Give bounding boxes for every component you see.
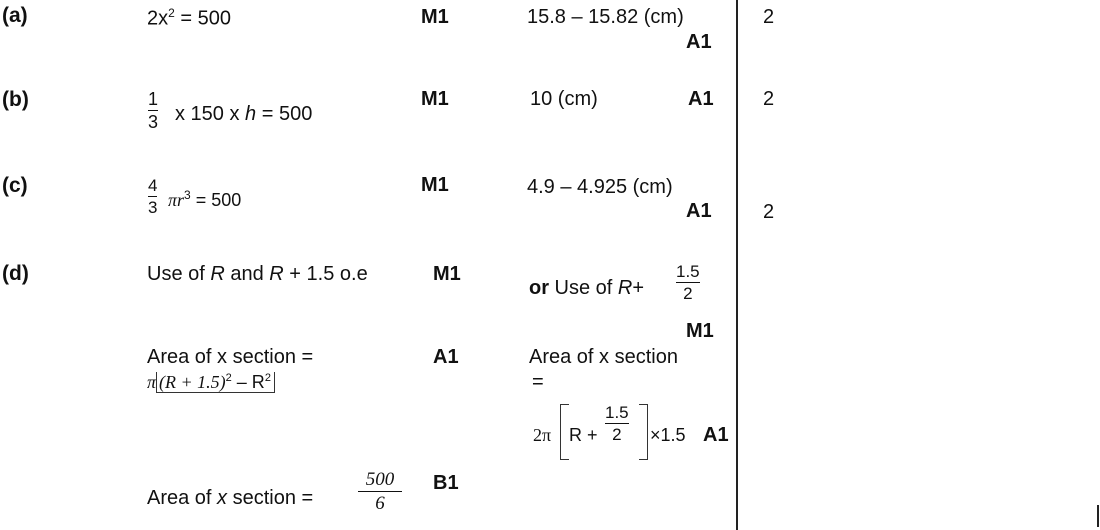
part-d-alt-2pi: [533, 425, 551, 446]
part-b-eq-text: x 150 x: [175, 103, 246, 125]
part-d-alt-fraction: [676, 263, 700, 302]
part-d-area3-num: 500: [365, 469, 395, 490]
part-d-b1-mark: B1: [433, 472, 459, 494]
part-b-answer: 10 (cm): [530, 88, 598, 110]
part-a-eq-left: 2x: [147, 7, 169, 30]
part-c-answer: 4.9 – 4.925 (cm): [527, 176, 673, 198]
part-a-eq-sup: 2: [168, 6, 175, 20]
part-d-area3-x: x: [217, 487, 228, 509]
part-d-accuracy-mark: A1: [433, 346, 459, 368]
part-b-frac-bar: [148, 110, 158, 111]
part-d-use-text-3: + 1.5 o.e: [283, 263, 368, 285]
part-b-frac-den: 3: [148, 112, 159, 132]
part-d-alt-or: or: [529, 277, 549, 299]
part-b-frac-num: 1: [148, 89, 159, 109]
part-c-cube: 3: [184, 188, 191, 202]
part-d-alt-area-den: 2: [612, 425, 622, 444]
part-d-use-text: [147, 263, 368, 286]
total-column-divider: [736, 0, 738, 530]
part-d-alt-area-bar: [605, 423, 629, 424]
part-d-alt-area-fraction: [605, 404, 629, 443]
part-c-fraction: [148, 177, 157, 216]
part-d-area3-rest: section =: [227, 487, 314, 509]
part-c-frac-num: 4: [148, 176, 158, 195]
part-d-alt-frac-bar: [676, 282, 700, 283]
part-c-method-mark: M1: [421, 174, 449, 196]
part-d-alt-text: Use of: [549, 277, 618, 299]
part-d-alt-frac-den: 2: [683, 284, 693, 303]
part-d-alt-r: R: [617, 277, 633, 299]
part-d-area3-text: Area of: [147, 487, 218, 509]
part-d-alt-times: ×1.5: [650, 425, 686, 445]
part-b-fraction: [148, 90, 158, 131]
part-c-answer-mark: A1: [686, 200, 712, 222]
part-d-alt-left-bracket: [560, 404, 569, 460]
part-a-method-mark: M1: [421, 6, 449, 28]
part-c-total: 2: [763, 201, 775, 223]
part-d-use-r2: R: [269, 263, 284, 285]
part-d-use-r1: R: [210, 263, 225, 285]
part-b-eq-var: h: [245, 103, 257, 125]
part-b-eq-end: = 500: [256, 103, 313, 125]
part-c-eq-end: = 500: [195, 190, 242, 210]
part-d-area-pi: π: [147, 372, 157, 392]
part-d-alt-use: [529, 277, 644, 300]
part-b-equation: [175, 103, 312, 126]
part-d-alt-area-label: Area of x section: [529, 346, 678, 368]
part-d-area-bracket: [156, 372, 275, 393]
part-d-area3-den: 6: [375, 493, 385, 514]
part-c-pi-r: πr: [168, 190, 185, 210]
part-b-answer-mark: A1: [688, 88, 714, 110]
part-d-area-expression: [147, 372, 275, 393]
part-d-area-sq1: 2: [225, 372, 232, 384]
part-a-label: (a): [2, 4, 28, 27]
part-d-alt-r-plus: R +: [569, 425, 598, 445]
part-d-use-text-2: and: [224, 263, 270, 285]
part-d-alt-method-mark: M1: [686, 320, 714, 342]
part-b-total: 2: [763, 88, 775, 110]
part-d-area-sq2: 2: [264, 372, 271, 384]
part-d-alt-equals: =: [532, 371, 544, 393]
part-d-area-expr-2: – R: [231, 372, 265, 392]
part-c-label: (c): [2, 174, 28, 197]
text-cursor: [1097, 505, 1099, 527]
part-d-area-label: Area of x section =: [147, 346, 314, 368]
part-c-frac-bar: [148, 196, 157, 197]
part-c-frac-den: 3: [148, 198, 158, 217]
part-a-answer-mark: A1: [686, 31, 712, 53]
part-d-area-expr-1: (R + 1.5): [159, 372, 226, 392]
part-d-alt-frac-num: 1.5: [676, 262, 700, 281]
part-d-area3-fraction: [358, 470, 402, 513]
part-d-area3-bar: [358, 491, 402, 492]
part-a-eq-right: = 500: [174, 7, 231, 30]
part-a-equation: [147, 6, 231, 31]
part-d-alt-plus: +: [632, 277, 645, 299]
part-d-area3-label: [147, 487, 313, 510]
part-d-method-mark-1: M1: [433, 263, 461, 285]
part-d-label: (d): [2, 262, 29, 285]
part-d-use-text-1: Use of: [147, 263, 211, 285]
part-d-alt-area-mark: A1: [703, 424, 729, 446]
part-a-total: 2: [763, 6, 775, 28]
part-d-alt-area-num: 1.5: [605, 403, 629, 422]
part-d-alt-right-bracket: [639, 404, 648, 460]
part-a-answer: 15.8 – 15.82 (cm): [527, 6, 684, 28]
part-b-method-mark: M1: [421, 88, 449, 110]
part-b-label: (b): [2, 88, 29, 111]
part-c-equation: [168, 188, 241, 211]
part-d-alt-2pi-text: 2π: [533, 425, 552, 445]
